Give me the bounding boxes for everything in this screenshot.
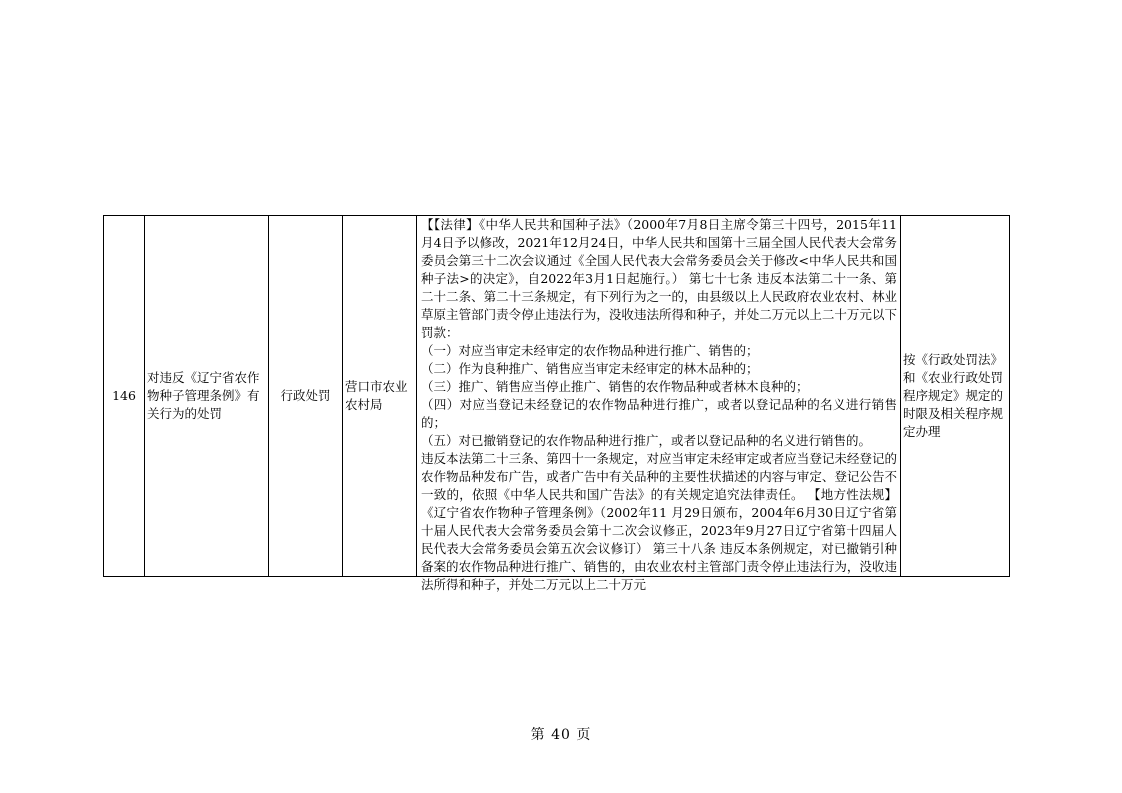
item-category: 行政处罚 — [269, 216, 343, 577]
basis-paragraph: 违反本法第二十三条、第四十一条规定，对应当审定未经审定或者应当登记未经登记的农作物品种发布广告，或者广告中有关品种的主要性状描述的内容与审定、登记公告不一致的，依照《中华人民共和国广告法》的有关规定追究法律责任。 【地方性法规】《辽宁省农作物种子管理条例》（2002年11 月29日颁布，2004年6月30日辽宁省第十届人民代表大会常务委员会第十二次会议修正，2023年9月27日辽宁省第十四届人民代表大会常务委员会第五次会议修订） 第三十八条 违反本条例规定，对已撤销引种备案的农作物品种进行推广、销售的，由农业农村主管部门责令停止违法行为，没收违法所得和种子，并处二万元以上二十万元 — [421, 451, 897, 592]
item-name: 对违反《辽宁省农作物种子管理条例》有关行为的处罚 — [145, 216, 269, 577]
basis-paragraph: （三）推广、销售应当停止推广、销售的农作物品种或者林木良种的； — [421, 379, 809, 394]
basis-paragraph: （一）对应当审定未经审定的农作物品种进行推广、销售的； — [421, 343, 759, 358]
basis-paragraph: 【【法律】《中华人民共和国种子法》（2000年7月8日主席令第三十四号，2015年11月4日予以修改，2021年12月24日，中华人民共和国第十三届全国人民代表大会常务委员会第三十二次会议通过《全国人民代表大会常务委员会关于修改<中华人民共和国种子法>的决定》，自2022年3月1日起施行。） 第七十七条 违反本法第二十一条、第二十二条、第二十三条规定，有下列行为之一的，由县级以上人民政府农业农村、林业草原主管部门责令停止违法行为，没收违法所得和种子，并处二万元以上二十万元以下罚款： — [421, 217, 897, 340]
page-number: 第 40 页 — [530, 727, 592, 743]
row-number: 146 — [104, 216, 145, 577]
basis-paragraph: （二）作为良种推广、销售应当审定未经审定的林木品种的； — [421, 361, 759, 376]
penalty-table — [103, 215, 1010, 592]
legal-basis-cell — [417, 216, 901, 592]
basis-paragraph: （四）对应当登记未经登记的农作物品种进行推广，或者以登记品种的名义进行销售的； — [421, 397, 897, 430]
procedure-remark: 按《行政处罚法》和《农业行政处罚程序规定》规定的时限及相关程序规定办理 — [901, 216, 1010, 577]
responsible-department: 营口市农业农村局 — [343, 216, 417, 577]
legal-basis-text — [421, 216, 897, 592]
basis-paragraph: （五）对已撤销登记的农作物品种进行推广，或者以登记品种的名义进行销售的。 — [421, 433, 872, 448]
table-row — [104, 216, 1010, 577]
